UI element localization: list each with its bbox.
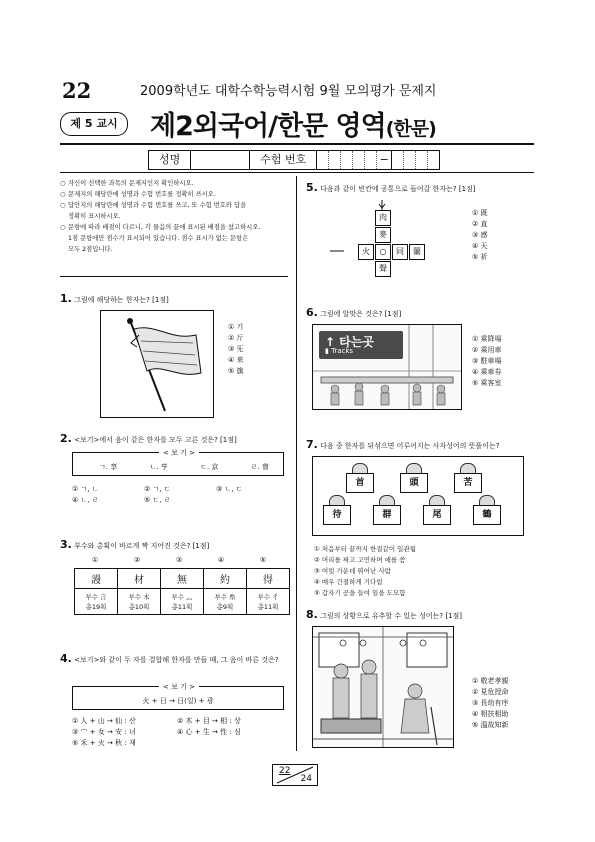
answer-option[interactable]: ① 敬老孝親 (472, 677, 509, 685)
q2-options (72, 484, 282, 506)
answer-option[interactable]: ④ 天 (472, 242, 488, 250)
notes-rule (60, 276, 288, 277)
radical-strokes-cell: 부수 糸 총9획 (204, 589, 247, 615)
question-5 (306, 183, 476, 194)
answer-option[interactable]: ④ ㄴ, ㄹ (72, 496, 99, 504)
answer-option[interactable]: ③ 駐車場 (472, 357, 502, 365)
question-text: 그림의 상황으로 유추할 수 있는 성어는? [1점] (320, 612, 463, 620)
example-item: 火 + 日 → 日(일) + 광 (142, 697, 214, 705)
question-number: 2. (60, 432, 72, 445)
answer-option[interactable]: ④ 相扶相助 (472, 710, 509, 718)
note: 문제지의 해당란에 성명과 수험 번호를 정확히 쓰시오. (68, 191, 216, 198)
exam-number-cell[interactable] (404, 151, 416, 169)
answer-option[interactable]: ⑤ ㄷ, ㄹ (144, 496, 171, 504)
grid-cell: 火 (358, 244, 374, 260)
radical-strokes-cell: 부수 木 총10획 (118, 589, 161, 615)
q5-cross-grid (330, 200, 460, 286)
exam-notes: ○ 자신이 선택한 과목의 문제지인지 확인하시오. ○ 문제지의 해당란에 성명과 수험 번호를 정확히 쓰시오. ○ 답안지의 해당란에 성명과 수험 번호를 쓰고, 또 수험 번호와 답을 정확히 표시하시오. ○ 문항에 따라 배점이 다르니, 각 물음의 끝에 표시된 배점을 참고하시오. 1점 문항에만 점수가 표시되어 있습니다. 점수 표시가 없는 문항은 모두 2점입니다. (60, 180, 261, 253)
sign-subtext: Tracks (331, 347, 354, 355)
box-title: < 보 기 > (159, 448, 199, 458)
radical-strokes-cell: 부수 灬 총11획 (161, 589, 204, 615)
hanja-cell[interactable]: 得 (247, 569, 290, 589)
example-item: ㄴ. 亨 (149, 463, 168, 471)
station-illustration (312, 324, 462, 410)
answer-option[interactable]: ② 머리를 짜고 고민하며 애를 씀 (314, 556, 406, 564)
question-text: 부수와 총획이 바르게 짝 지어진 것은? [1점] (74, 542, 210, 550)
hanja-card: 頭 (400, 473, 428, 493)
q4-example-box (72, 683, 284, 710)
q7-card-illustration (312, 456, 524, 536)
grid-cell: 麥 (375, 227, 391, 243)
exam-number-label: 수험 번호 (250, 151, 317, 169)
answer-option[interactable]: ① 기 (228, 323, 244, 331)
exam-number-cell[interactable] (317, 151, 329, 169)
answer-option[interactable]: ② 乘用車 (472, 346, 502, 354)
question-2 (60, 434, 237, 445)
up-arrow-icon: ↑ (325, 335, 340, 349)
q2-example-box (72, 449, 284, 476)
grid-blank-cell[interactable]: ○ (375, 244, 391, 260)
choice-marker: ④ (217, 556, 225, 564)
question-text: <보기>에서 음이 같은 한자를 모두 고른 것은? [1점] (74, 436, 237, 444)
hanja-card: 待 (323, 505, 351, 525)
answer-option[interactable]: ③ 旡 (228, 345, 244, 353)
subway-scene (313, 627, 453, 747)
q5-options (472, 208, 488, 263)
example-item: ㄷ. 京 (200, 463, 219, 471)
q8-options (472, 676, 509, 731)
note: 정확히 표시하시오. (68, 213, 121, 220)
question-text: 그림에 알맞은 것은? [1점] (320, 310, 402, 318)
answer-option[interactable]: ① ㄱ, ㄴ (72, 485, 99, 493)
flag-illustration (100, 310, 214, 418)
exam-title (150, 104, 436, 143)
answer-option[interactable]: ① 처음부터 끝까지 한결같이 일관됨 (314, 545, 416, 553)
note: 답안지의 해당란에 성명과 수험 번호를 쓰고, 또 수험 번호와 답을 (68, 202, 247, 209)
question-number: 7. (306, 438, 318, 451)
q4-options (72, 716, 282, 749)
answer-option[interactable]: ② 直 (472, 220, 488, 228)
id-rule (60, 172, 534, 173)
page-counter (272, 764, 318, 786)
hanja-card: 尾 (423, 505, 451, 525)
exam-number-cell[interactable] (392, 151, 404, 169)
radical-strokes-cell: 부수 言 총19획 (75, 589, 118, 615)
radical-strokes-cell: 부수 彳 총11획 (247, 589, 290, 615)
answer-option[interactable]: ⑤ 禾 + 火 → 秋 : 재 (72, 739, 136, 747)
column-divider (296, 176, 297, 751)
example-item: ㄹ. 曾 (250, 463, 269, 471)
answer-option[interactable]: ② 見危授命 (472, 688, 509, 696)
answer-option[interactable]: ③ ㄴ, ㄷ (216, 485, 243, 493)
flag-icon (101, 311, 213, 417)
choice-marker: ⑤ (259, 556, 267, 564)
exam-number-cell[interactable] (428, 151, 439, 169)
hanja-cell[interactable]: 無 (161, 569, 204, 589)
exam-number-cell[interactable] (353, 151, 365, 169)
choice-marker: ③ (175, 556, 183, 564)
answer-option[interactable]: ② 斤 (228, 334, 244, 342)
question-number: 1. (60, 292, 72, 305)
answer-option[interactable]: ② ㄱ, ㄷ (144, 485, 171, 493)
id-box (148, 150, 440, 170)
answer-option[interactable]: ③ 感 (472, 231, 488, 239)
total-pages: 24 (300, 774, 312, 784)
answer-option[interactable]: ① 人 + 山 → 仙 : 산 (72, 717, 136, 725)
grid-lines (330, 200, 460, 286)
example-item: ㄱ. 享 (99, 463, 118, 471)
name-field[interactable] (191, 151, 250, 169)
hanja-card: 苦 (454, 473, 482, 493)
station-scene (313, 325, 461, 409)
answer-option[interactable]: ⑤ 旗 (228, 367, 244, 375)
header-rule (60, 143, 534, 145)
question-7 (306, 440, 499, 451)
question-number: 4. (60, 652, 72, 665)
choice-marker: ② (133, 556, 141, 564)
exam-number-dash: − (377, 151, 392, 169)
answer-option[interactable]: ④ 来 (228, 356, 244, 364)
answer-option[interactable]: ⑤ 祈 (472, 253, 488, 261)
question-3 (60, 540, 209, 551)
box-title: < 보 기 > (159, 682, 199, 692)
answer-option[interactable]: ① 既 (472, 209, 488, 217)
q1-options (228, 322, 244, 377)
choice-marker: ① (91, 556, 99, 564)
answer-option[interactable]: ③ 宀 + 女 → 安 : 녀 (72, 728, 136, 736)
subway-illustration (312, 626, 454, 748)
note: 문항에 따라 배점이 다르니, 각 물음의 끝에 표시된 배점을 참고하시오. (68, 224, 261, 231)
hanja-card: 首 (346, 473, 374, 493)
answer-option[interactable]: ④ 乘車券 (472, 368, 502, 376)
answer-option[interactable]: ⑤ 갑자기 공을 들여 일을 도모함 (314, 589, 406, 597)
grid-cell: 肉 (375, 210, 391, 226)
question-number: 3. (60, 538, 72, 551)
q7-options (314, 544, 416, 599)
hanja-card: 群 (373, 505, 401, 525)
sign-text: 타는곳 (339, 335, 375, 349)
grid-cell: 蘭 (409, 244, 425, 260)
answer-option[interactable]: ⑤ 乘客室 (472, 379, 502, 387)
exam-number-cell[interactable] (341, 151, 353, 169)
note: 자신이 선택한 과목의 문제지인지 확인하시오. (68, 180, 194, 187)
grid-cell: 同 (392, 244, 408, 260)
answer-option[interactable]: ④ 心 + 生 → 性 : 심 (177, 728, 241, 736)
question-text: 그림에 해당하는 한자는? [1점] (74, 296, 169, 304)
answer-option[interactable]: ② 木 + 目 → 相 : 상 (177, 717, 241, 725)
answer-option[interactable]: ③ 長幼有序 (472, 699, 509, 707)
q3-table (74, 568, 290, 615)
exam-title-suffix: (한문) (385, 118, 436, 140)
exam-number-cell[interactable] (329, 151, 341, 169)
question-number: 5. (306, 181, 318, 194)
question-text: 다음과 같이 빈칸에 공통으로 들어갈 한자는? [1점] (320, 185, 476, 193)
answer-option[interactable]: ⑤ 溫故知新 (472, 721, 509, 729)
grid-cell: 聲 (375, 261, 391, 277)
hanja-cell[interactable]: 謾 (75, 569, 118, 589)
question-8 (306, 610, 462, 621)
exam-number-cell[interactable] (365, 151, 377, 169)
question-number: 8. (306, 608, 318, 621)
exam-subtitle: 2009학년도 대학수학능력시험 9월 모의평가 문제지 (140, 84, 437, 99)
question-1 (60, 294, 169, 305)
note: 모두 2점입니다. (68, 246, 113, 253)
q3-markers (74, 556, 284, 564)
hanja-card: 鶴 (473, 505, 501, 525)
page-number: 22 (62, 78, 92, 103)
answer-option[interactable]: ① 乘降場 (472, 335, 502, 343)
answer-option[interactable]: ④ 매우 간절하게 기다림 (314, 578, 383, 586)
answer-option[interactable]: ③ 여럿 가운데 뛰어난 사람 (314, 567, 391, 575)
question-6 (306, 308, 401, 319)
current-page: 22 (279, 766, 291, 776)
exam-title-main: 제2외국어/한문 영역 (150, 111, 386, 142)
name-label: 성명 (149, 151, 191, 169)
note: 1점 문항에만 점수가 표시되어 있습니다. 점수 표시가 없는 문항은 (68, 235, 249, 242)
hanja-cell[interactable]: 約 (204, 569, 247, 589)
train-icon: ▮ (325, 347, 332, 355)
question-4 (60, 654, 288, 665)
hanja-cell[interactable]: 材 (118, 569, 161, 589)
question-text: <보기>와 같이 두 자를 결합해 한자를 만들 때, 그 음이 바른 것은? (74, 656, 279, 664)
question-text: 다음 중 한자를 뒤섞으면 이루어지는 사자성어의 뜻풀이는? (320, 442, 500, 450)
question-number: 6. (306, 306, 318, 319)
exam-number-cell[interactable] (416, 151, 428, 169)
session-badge: 제 5 교시 (60, 112, 128, 136)
q6-options (472, 334, 502, 389)
